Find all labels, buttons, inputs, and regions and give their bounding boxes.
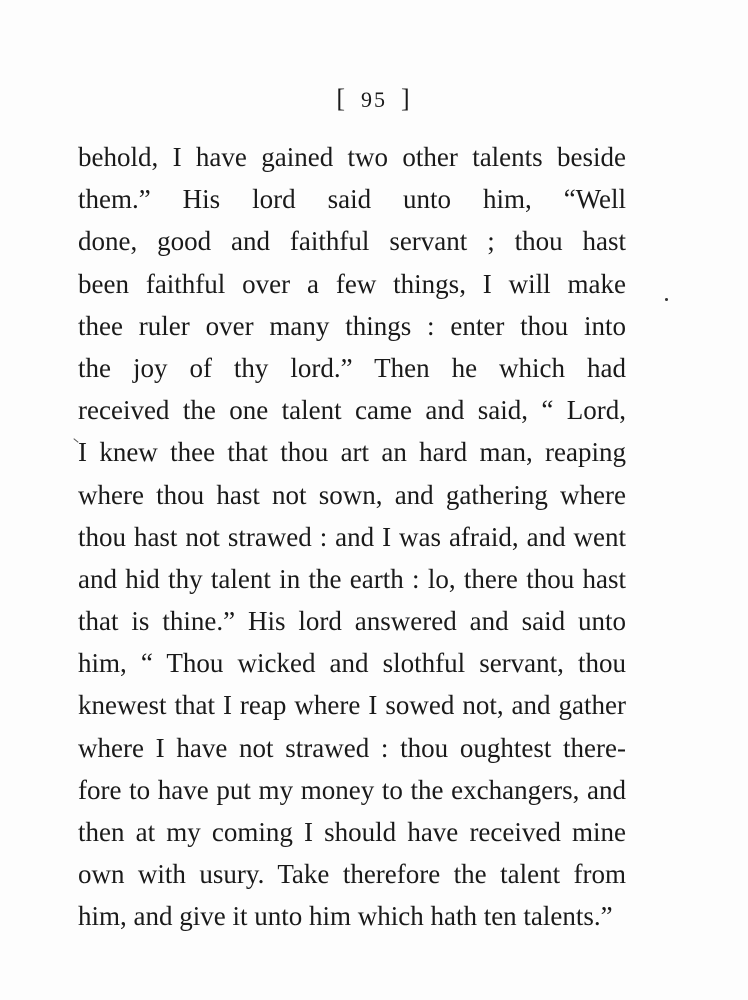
text-line: and hid thy talent in the earth : lo, there thou hast — [78, 563, 626, 594]
text-line: been faithful over a few things, I will make — [78, 268, 626, 299]
page-number — [0, 84, 748, 114]
text-line: I knew thee that thou art an hard man, reaping — [78, 437, 626, 468]
text-line: them.” His lord said unto him, “Well — [78, 184, 626, 215]
body-text — [78, 136, 626, 938]
text-line: thou hast not strawed : and I was afraid, and went — [78, 521, 626, 552]
text-line: thee ruler over many things : enter thou into — [78, 310, 626, 341]
text-line: knewest that I reap where I sowed not, and gather — [78, 690, 626, 721]
text-line: him, and give it unto him which hath ten talents.” — [78, 901, 613, 932]
text-line: received the one talent came and said, “ Lord, — [78, 395, 626, 426]
text-line: then at my coming I should have received mine — [78, 817, 626, 847]
text-line: that is thine.” His lord answered and said unto — [78, 606, 626, 637]
text-line: own with usury. Take therefore the talent from — [78, 859, 626, 890]
text-line: the joy of thy lord.” Then he which had — [78, 352, 626, 383]
text-line: where I have not strawed : thou oughtest there- — [78, 732, 626, 763]
text-line: him, “ Thou wicked and slothful servant, thou — [78, 648, 626, 679]
text-line: behold, I have gained two other talents beside — [78, 142, 626, 172]
ink-speck — [665, 298, 668, 301]
text-line: fore to have put my money to the exchangers, and — [78, 774, 626, 805]
page-number-value: 95 — [361, 87, 387, 112]
text-line: where thou hast not sown, and gathering where — [78, 479, 626, 510]
page-number-close-bracket: ] — [401, 84, 412, 113]
page-number-open-bracket: [ — [336, 84, 347, 113]
text-line: done, good and faithful servant ; thou hast — [78, 226, 626, 257]
